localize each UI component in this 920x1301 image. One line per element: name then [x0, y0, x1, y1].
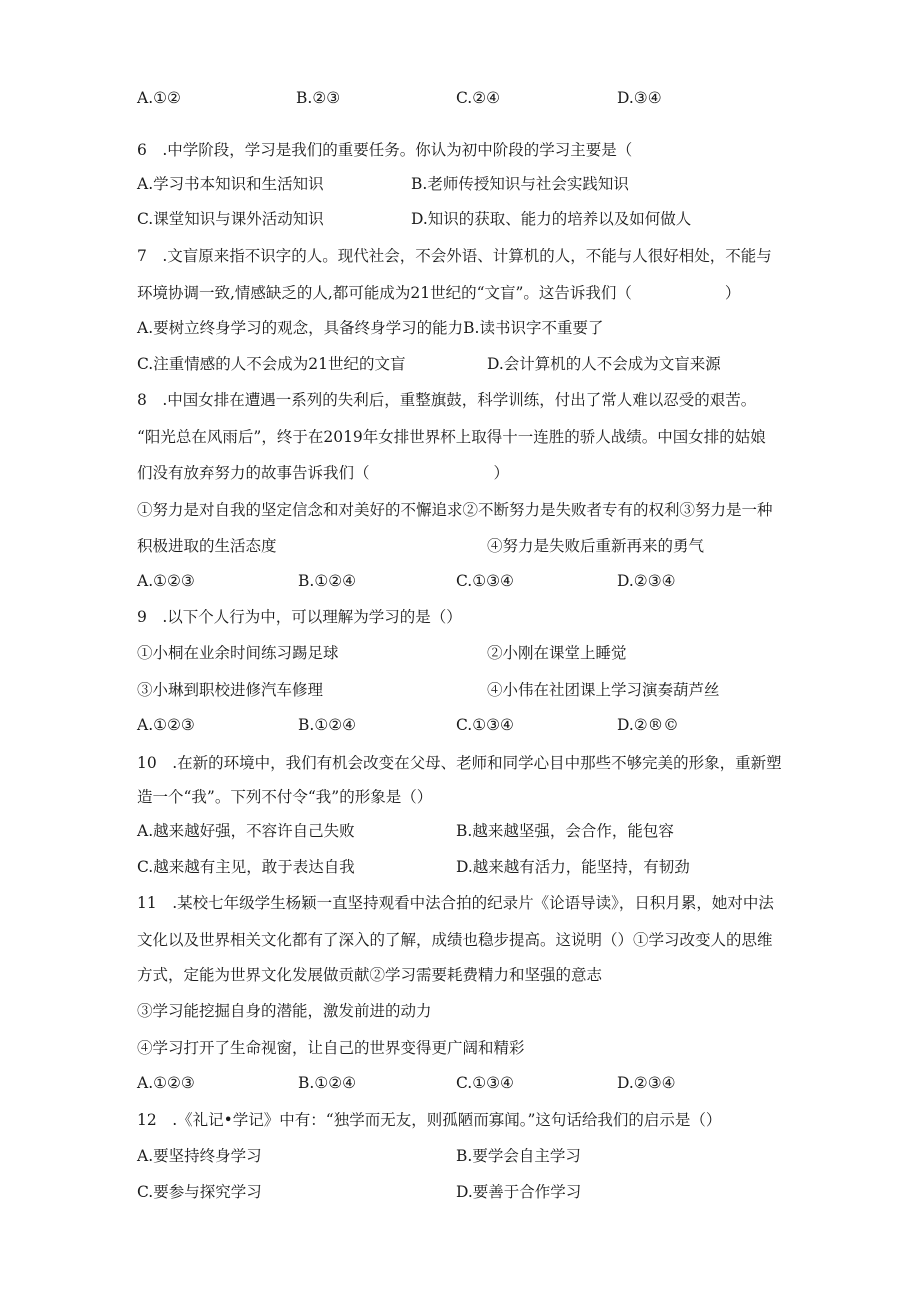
- q5-option-b: B.②③: [296, 89, 341, 107]
- q11-stem-line-2: 文化以及世界相关文化都有了深入的了解，成绩也稳步提高。这说明（）①学习改变人的思维: [137, 931, 773, 949]
- q6-option-a: A.学习书本知识和生活知识: [137, 175, 324, 193]
- q9-stem: 9 .以下个人行为中，可以理解为学习的是（）: [137, 608, 462, 626]
- q11-statement-3: ③学习能挖掘自身的潜能，激发前进的动力: [137, 1002, 432, 1020]
- q12-option-a: A.要坚持终身学习: [137, 1147, 262, 1165]
- q6-option-c: C.课堂知识与课外活动知识: [137, 210, 324, 228]
- q8-stem-line-1: 8 .中国女排在遭遇一系列的失利后，重整旗鼓，科学训练，付出了常人难以忍受的艰苦。: [137, 391, 757, 409]
- q6-stem: 6 .中学阶段，学习是我们的重要任务。你认为初中阶段的学习主要是（: [137, 141, 633, 159]
- q9-option-d: D.②®©: [617, 716, 679, 734]
- q8-option-a: A.①②③: [137, 572, 195, 590]
- q11-statement-4: ④学习打开了生命视窗，让自己的世界变得更广阔和精彩: [137, 1039, 525, 1057]
- q9-option-b: B.①②④: [298, 716, 357, 734]
- q6-option-d: D.知识的获取、能力的培养以及如何做人: [411, 210, 692, 228]
- q9-option-c: C.①③④: [456, 716, 514, 734]
- q10-stem-line-2: 造一个“我”。下列不付令“我”的形象是（）: [137, 788, 433, 806]
- q8-stem-line-2: “阳光总在风雨后”，终于在2019年女排世界杯上取得十一连胜的骄人战绩。中国女排的姑娘: [137, 428, 766, 446]
- q8-option-c: C.①③④: [456, 572, 514, 590]
- q9-statement-2: ②小刚在课堂上睡觉: [487, 644, 627, 662]
- q7-option-c: C.注重情感的人不会成为21世纪的文盲: [137, 355, 406, 373]
- q10-stem-line-1: 10 .在新的环境中，我们有机会改变在父母、老师和同学心目中那些不够完美的形象，重新塑: [137, 754, 782, 772]
- q12-option-c: C.要参与探究学习: [137, 1183, 262, 1201]
- q10-option-a: A.越来越好强，不容许自己失败: [137, 822, 355, 840]
- q8-stem-line-3: 们没有放弃努力的故事告诉我们（ ）: [137, 464, 510, 482]
- q5-option-d: D.③④: [617, 89, 662, 107]
- q8-statement-line-2: 积极进取的生活态度: [137, 537, 277, 555]
- q7-option-a-b: A.要树立终身学习的观念，具备终身学习的能力B.读书识字不重要了: [137, 319, 604, 337]
- q11-option-a: A.①②③: [137, 1074, 195, 1092]
- q11-option-d: D.②③④: [617, 1074, 676, 1092]
- q7-stem-line-1: 7 .文盲原来指不识字的人。现代社会，不会外语、计算机的人，不能与人很好相处，不能与: [137, 247, 772, 265]
- q5-option-a: A.①②: [137, 89, 181, 107]
- q11-stem-line-1: 11 .某校七年级学生杨颖一直坚持观看中法合拍的纪录片《论语导读》，日积月累，她对中法: [137, 894, 774, 912]
- q12-option-d: D.要善于合作学习: [456, 1183, 582, 1201]
- q10-option-b: B.越来越坚强，会合作，能包容: [456, 822, 674, 840]
- q7-stem-line-2: 环境协调一致,情感缺乏的人,都可能成为21世纪的“文盲”。这告诉我们（ ）: [137, 284, 741, 302]
- q12-stem: 12 .《礼记•学记》中有：“独学而无友，则孤陋而寡闻。”这句话给我们的启示是（）: [137, 1111, 722, 1129]
- q11-stem-line-3: 方式，定能为世界文化发展做贡献②学习需要耗费精力和坚强的意志: [137, 966, 603, 984]
- q8-option-d: D.②③④: [617, 572, 676, 590]
- q10-option-d: D.越来越有活力，能坚持，有韧劲: [456, 858, 690, 876]
- q11-option-b: B.①②④: [298, 1074, 357, 1092]
- q11-option-c: C.①③④: [456, 1074, 514, 1092]
- q9-option-a: A.①②③: [137, 716, 195, 734]
- q5-option-c: C.②④: [456, 89, 501, 107]
- q8-statement-4: ④努力是失败后重新再来的勇气: [487, 537, 705, 555]
- q8-statement-line-1: ①努力是对自我的坚定信念和对美好的不懈追求②不断努力是失败者专有的权利③努力是一种: [137, 501, 773, 519]
- q12-option-b: B.要学会自主学习: [456, 1147, 581, 1165]
- q6-option-b: B.老师传授知识与社会实践知识: [411, 175, 629, 193]
- q10-option-c: C.越来越有主见，敢于表达自我: [137, 858, 355, 876]
- q7-option-d: D.会计算机的人不会成为文盲来源: [487, 355, 721, 373]
- q9-statement-4: ④小伟在社团课上学习演奏葫芦丝: [487, 681, 720, 699]
- q9-statement-1: ①小桐在业余时间练习踢足球: [137, 644, 339, 662]
- q9-statement-3: ③小琳到职校进修汽车修理: [137, 681, 324, 699]
- q8-option-b: B.①②④: [298, 572, 357, 590]
